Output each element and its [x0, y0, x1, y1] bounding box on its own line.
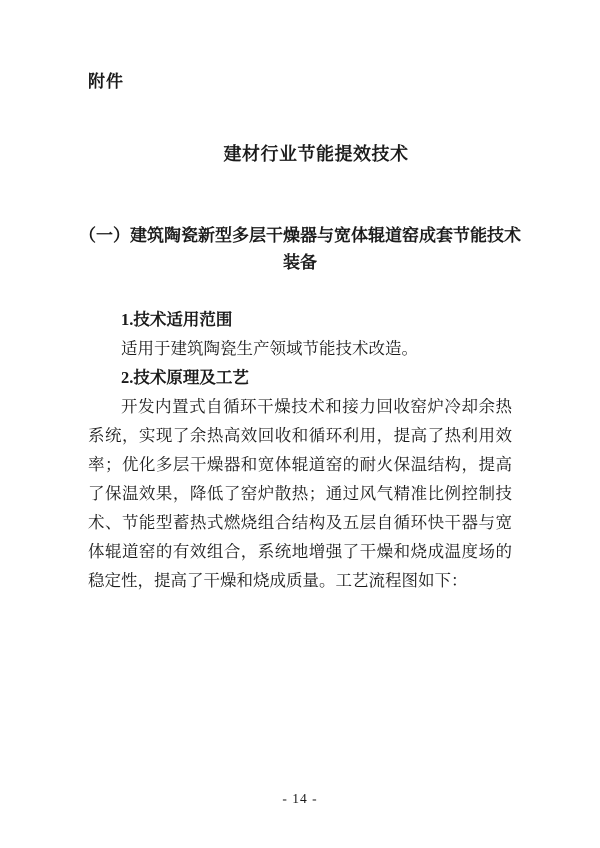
page-number: - 14 - [282, 791, 318, 806]
subsection-principle-body: 开发内置式自循环干燥技术和接力回收窑炉冷却余热系统，实现了余热高效回收和循环利用，提高了热利用效率；优化多层干燥器和宽体辊道窑的耐火保温结构，提高了保温效果，降低了窑炉散热；通过风气精准比例控制技术、节能型蓄热式燃烧组合结构及五层自循环快干器与宽体辊道窑的有效组合，系统地增强了干燥和烧成温度场的稳定性，提高了干燥和烧成质量。工艺流程图如下： [88, 397, 512, 590]
section-heading: （一）建筑陶瓷新型多层干燥器与宽体辊道窑成套节能技术装备 [79, 226, 521, 272]
subsection-principle-heading: 2.技术原理及工艺 [121, 368, 249, 387]
attachment-label: 附件 [88, 72, 124, 91]
subsection-scope-body: 适用于建筑陶瓷生产领域节能技术改造。 [121, 339, 418, 358]
document-title: 建材行业节能提效技术 [223, 144, 409, 164]
subsection-scope-heading: 1.技术适用范围 [121, 310, 233, 329]
document-body [88, 305, 512, 595]
